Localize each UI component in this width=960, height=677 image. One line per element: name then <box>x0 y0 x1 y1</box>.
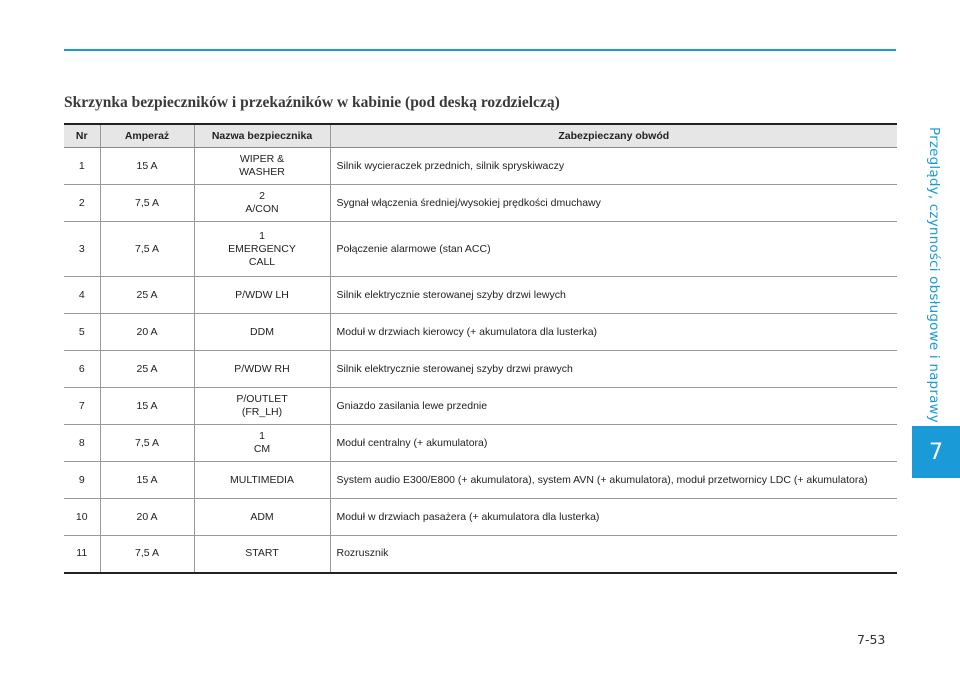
fuse-name-line: DDM <box>250 325 274 338</box>
fuse-row <box>64 351 897 388</box>
header-nr: Nr <box>64 124 100 148</box>
fuse-name <box>194 148 330 185</box>
fuse-protected-circuit: Silnik elektrycznie sterowanej szyby drzwi prawych <box>330 351 897 388</box>
header-fuse-name: Nazwa bezpiecznika <box>194 124 330 148</box>
fuse-row <box>64 388 897 425</box>
fuse-amperage: 7,5 A <box>100 222 194 277</box>
fuse-name <box>194 462 330 499</box>
fuse-amperage: 15 A <box>100 462 194 499</box>
fuse-name-line: CALL <box>248 255 276 268</box>
fuse-protected-circuit: System audio E300/E800 (+ akumulatora), system AVN (+ akumulatora), moduł przetwornicy LDC (+ akumulatora) <box>330 462 897 499</box>
fuse-protected-circuit: Moduł w drzwiach pasażera (+ akumulatora dla lusterka) <box>330 499 897 536</box>
fuse-name <box>194 185 330 222</box>
fuse-protected-circuit: Silnik wycieraczek przednich, silnik spryskiwaczy <box>330 148 897 185</box>
fuse-nr: 6 <box>64 351 100 388</box>
fuse-amperage: 7,5 A <box>100 185 194 222</box>
fuse-name-line: A/CON <box>245 203 279 215</box>
fuse-name-line: START <box>245 547 279 560</box>
fuse-row <box>64 536 897 573</box>
fuse-amperage: 15 A <box>100 148 194 185</box>
fuse-name-line: WIPER & <box>239 153 285 165</box>
chapter-side-label-text: Przeglądy, czynności obsługowe i naprawy <box>926 127 942 423</box>
fuse-row <box>64 499 897 536</box>
fuse-name-line: P/WDW RH <box>234 362 290 375</box>
header-amperage: Amperaż <box>100 124 194 148</box>
fuse-nr: 8 <box>64 425 100 462</box>
fuse-name <box>194 222 330 277</box>
fuse-protected-circuit: Rozrusznik <box>330 536 897 573</box>
fuse-amperage: 15 A <box>100 388 194 425</box>
fuse-table-header <box>64 124 897 148</box>
fuse-row <box>64 148 897 185</box>
fuse-row <box>64 222 897 277</box>
fuse-name <box>194 277 330 314</box>
fuse-row <box>64 277 897 314</box>
fuse-name <box>194 536 330 573</box>
fuse-amperage: 25 A <box>100 277 194 314</box>
fuse-name-line: ADM <box>250 510 274 523</box>
fuse-nr: 7 <box>64 388 100 425</box>
fuse-name-line: MULTIMEDIA <box>230 473 294 486</box>
fuse-name <box>194 425 330 462</box>
fuse-protected-circuit: Silnik elektrycznie sterowanej szyby drzwi lewych <box>330 277 897 314</box>
fuse-amperage: 20 A <box>100 314 194 351</box>
fuse-name-line: EMERGENCY <box>228 242 296 255</box>
fuse-name-line: P/OUTLET <box>236 393 288 405</box>
fuse-name-line: CM <box>253 443 271 455</box>
fuse-row <box>64 185 897 222</box>
fuse-row <box>64 462 897 499</box>
fuse-row <box>64 425 897 462</box>
fuse-amperage: 20 A <box>100 499 194 536</box>
fuse-name-line: WASHER <box>239 166 285 178</box>
fuse-nr: 1 <box>64 148 100 185</box>
fuse-name <box>194 314 330 351</box>
fuse-nr: 3 <box>64 222 100 277</box>
header-protected-circuit: Zabezpieczany obwód <box>330 124 897 148</box>
fuse-nr: 2 <box>64 185 100 222</box>
fuse-nr: 9 <box>64 462 100 499</box>
fuse-protected-circuit: Sygnał włączenia średniej/wysokiej prędkości dmuchawy <box>330 185 897 222</box>
fuse-name <box>194 388 330 425</box>
fuse-protected-circuit: Połączenie alarmowe (stan ACC) <box>330 222 897 277</box>
fuse-row <box>64 314 897 351</box>
section-title: Skrzynka bezpieczników i przekaźników w kabinie (pod deską rozdzielczą) <box>64 94 560 111</box>
fuse-name <box>194 499 330 536</box>
fuse-amperage: 7,5 A <box>100 425 194 462</box>
fuse-name-line: 1 <box>259 430 265 442</box>
chapter-tab: 7 <box>912 426 960 478</box>
page-number: 7-53 <box>857 632 886 647</box>
fuse-table-body <box>64 148 897 573</box>
fuse-nr: 5 <box>64 314 100 351</box>
fuse-name-line: 2 <box>259 190 265 202</box>
fuse-protected-circuit: Moduł centralny (+ akumulatora) <box>330 425 897 462</box>
top-rule <box>64 49 896 51</box>
fuse-table <box>64 123 897 574</box>
fuse-protected-circuit: Moduł w drzwiach kierowcy (+ akumulatora dla lusterka) <box>330 314 897 351</box>
fuse-nr: 11 <box>64 536 100 573</box>
fuse-amperage: 25 A <box>100 351 194 388</box>
fuse-amperage: 7,5 A <box>100 536 194 573</box>
fuse-protected-circuit: Gniazdo zasilania lewe przednie <box>330 388 897 425</box>
fuse-name-line: (FR_LH) <box>241 406 283 418</box>
fuse-nr: 10 <box>64 499 100 536</box>
chapter-side-label <box>919 127 949 423</box>
fuse-nr: 4 <box>64 277 100 314</box>
fuse-name <box>194 351 330 388</box>
fuse-name-line: P/WDW LH <box>235 288 289 301</box>
fuse-name-line: 1 <box>259 229 265 242</box>
